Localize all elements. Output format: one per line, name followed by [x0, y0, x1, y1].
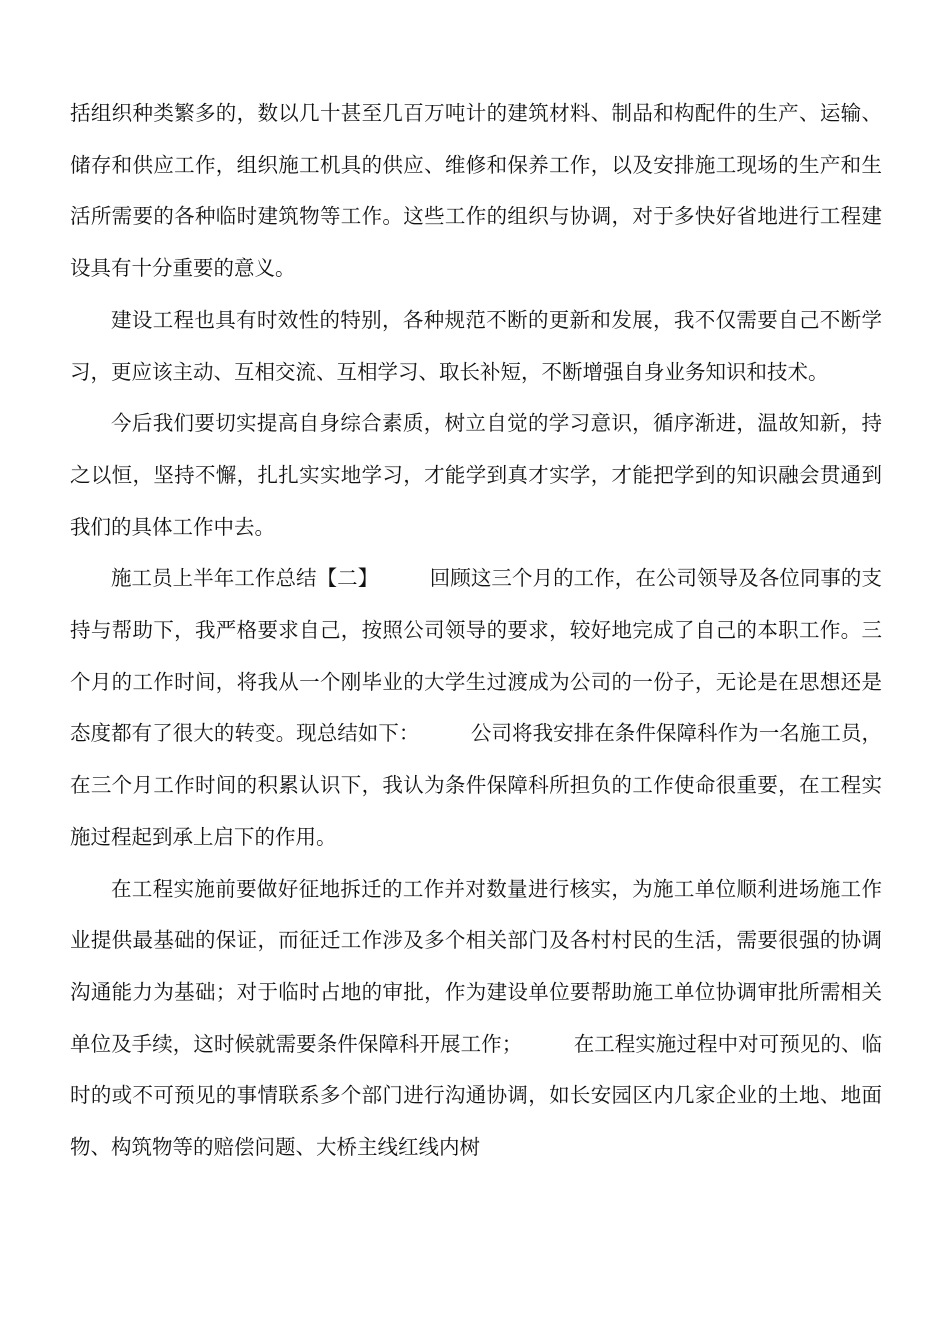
paragraph-timeliness: 建设工程也具有时效性的特别，各种规范不断的更新和发展，我不仅需要自己不断学习，更应该主动、互相交流、互相学习、取长补短，不断增强自身业务知识和技术。: [70, 307, 882, 384]
paragraph-self-improvement: 今后我们要切实提高自身综合素质，树立自觉的学习意识，循序渐进，温故知新，持之以恒，坚持不懈，扎扎实实地学习，才能学到真才实学，才能把学到的知识融会贯通到我们的具体工作中去。: [70, 411, 882, 539]
paragraph-summary-two: 施工员上半年工作总结【二】 回顾这三个月的工作，在公司领导及各位同事的支持与帮助下，我严格要求自己，按照公司领导的要求，较好地完成了自己的本职工作。三个月的工作时间，将我从一个刚毕业的大学生过渡成为公司的一份子，无论是在思想还是态度都有了很大的转变。现总结如下： 公司将我安排在条件保障科作为一名施工员，在三个月工作时间的积累认识下，我认为条件保障科所担负的工作使命很重要，在工程实施过程起到承上启下的作用。: [70, 566, 882, 849]
paragraph-land-acquisition: 在工程实施前要做好征地拆迁的工作并对数量进行核实，为施工单位顺利进场施工作业提供最基础的保证，而征迁工作涉及多个相关部门及各村村民的生活，需要很强的协调沟通能力为基础；对于临时占地的审批，作为建设单位要帮助施工单位协调审批所需相关单位及手续，这时候就需要条件保障科开展工作； 在工程实施过程中对可预见的、临时的或不可预见的事情联系多个部门进行沟通协调，如长安园区内几家企业的土地、地面物、构筑物等的赔偿问题、大桥主线红线内树: [70, 876, 882, 1160]
document-body: [70, 88, 882, 1174]
paragraph-continuation: 括组织种类繁多的，数以几十甚至几百万吨计的建筑材料、制品和构配件的生产、运输、储存和供应工作，组织施工机具的供应、维修和保养工作，以及安排施工现场的生产和生活所需要的各种临时建筑物等工作。这些工作的组织与协调，对于多快好省地进行工程建设具有十分重要的意义。: [70, 101, 882, 281]
